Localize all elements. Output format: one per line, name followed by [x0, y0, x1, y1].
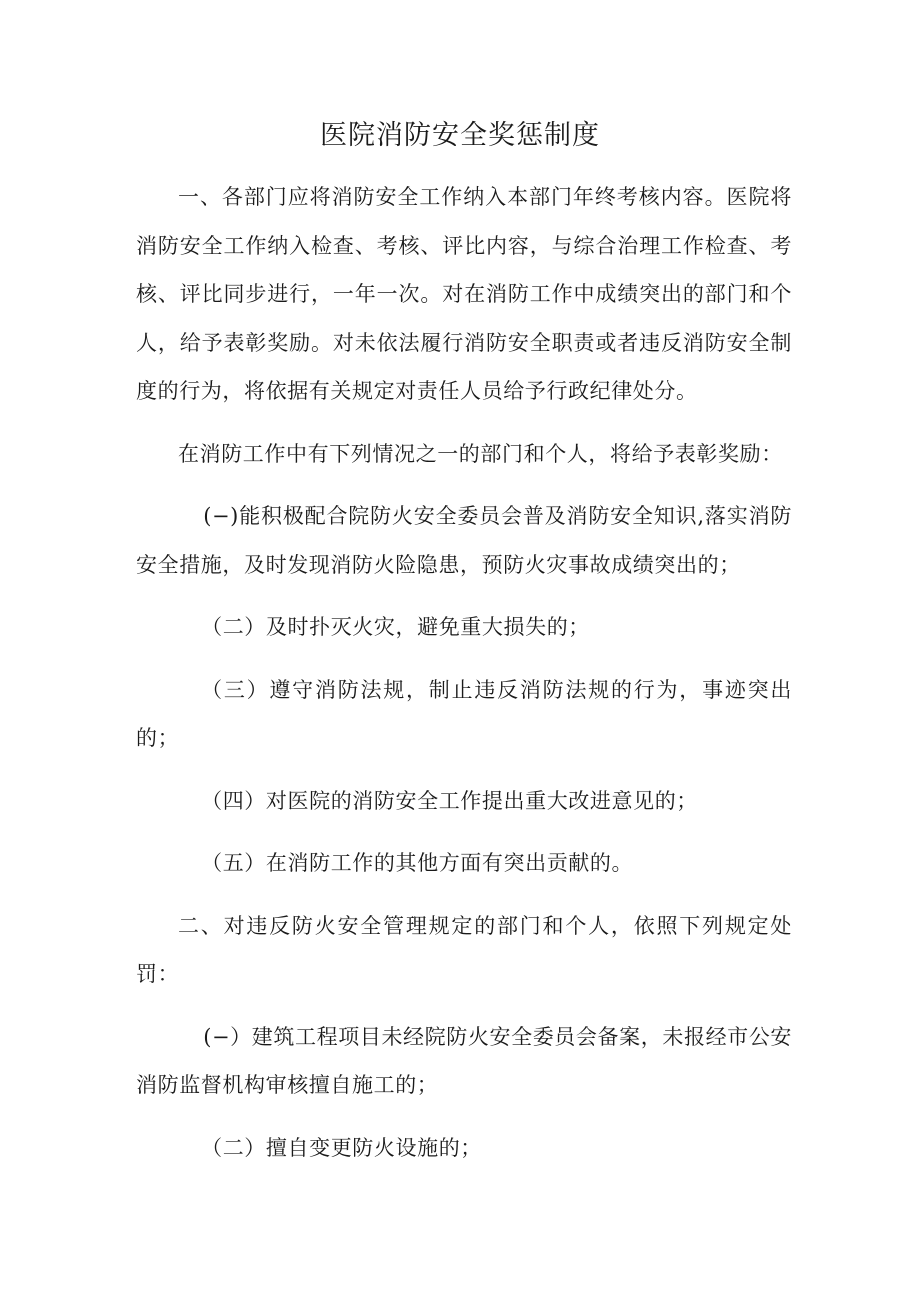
list-item-reward-2: （二）及时扑灭火灾，避免重大损失的； [201, 615, 590, 639]
paragraph-section-one: 一、各部门应将消防安全工作纳入本部门年终考核内容。医院将消防安全工作纳入检查、考核、评比内容，与综合治理工作检查、考核、评比同步进行，一年一次。对在消防工作中成绩突出的部门和个人，给予表彰奖励。对未依法履行消防安全职责或者违反消防安全制度的行为，将依据有关规定对责任人员给予行政纪律处分。 [136, 185, 792, 403]
document-title: 医院消防安全奖惩制度 [320, 120, 600, 151]
list-item-penalty-2: （二）擅自变更防火设施的； [201, 1135, 482, 1160]
document-body [136, 173, 792, 1186]
list-item-penalty-1: (−）建筑工程项目未经院防火安全委员会备案，未报经市公安消防监督机构审核擅自施工的； [136, 1024, 792, 1097]
list-item-reward-4: （四）对医院的消防安全工作提出重大改进意见的； [201, 788, 698, 813]
list-item-reward-3: （三）遵守消防法规，制止违反消防法规的行为，事迹突出的； [136, 677, 792, 750]
paragraph-section-two: 二、对违反防火安全管理规定的部门和个人，依照下列规定处罚： [136, 913, 792, 986]
list-item-reward-5: （五）在消防工作的其他方面有突出贡献的。 [201, 851, 634, 875]
list-item-reward-1: (−)能积极配合院防火安全委员会普及消防安全知识,落实消防安全措施，及时发现消防火险隐患，预防火灾事故成绩突出的； [136, 504, 792, 577]
paragraph-reward-intro: 在消防工作中有下列情况之一的部门和个人，将给予表彰奖励： [178, 441, 783, 466]
